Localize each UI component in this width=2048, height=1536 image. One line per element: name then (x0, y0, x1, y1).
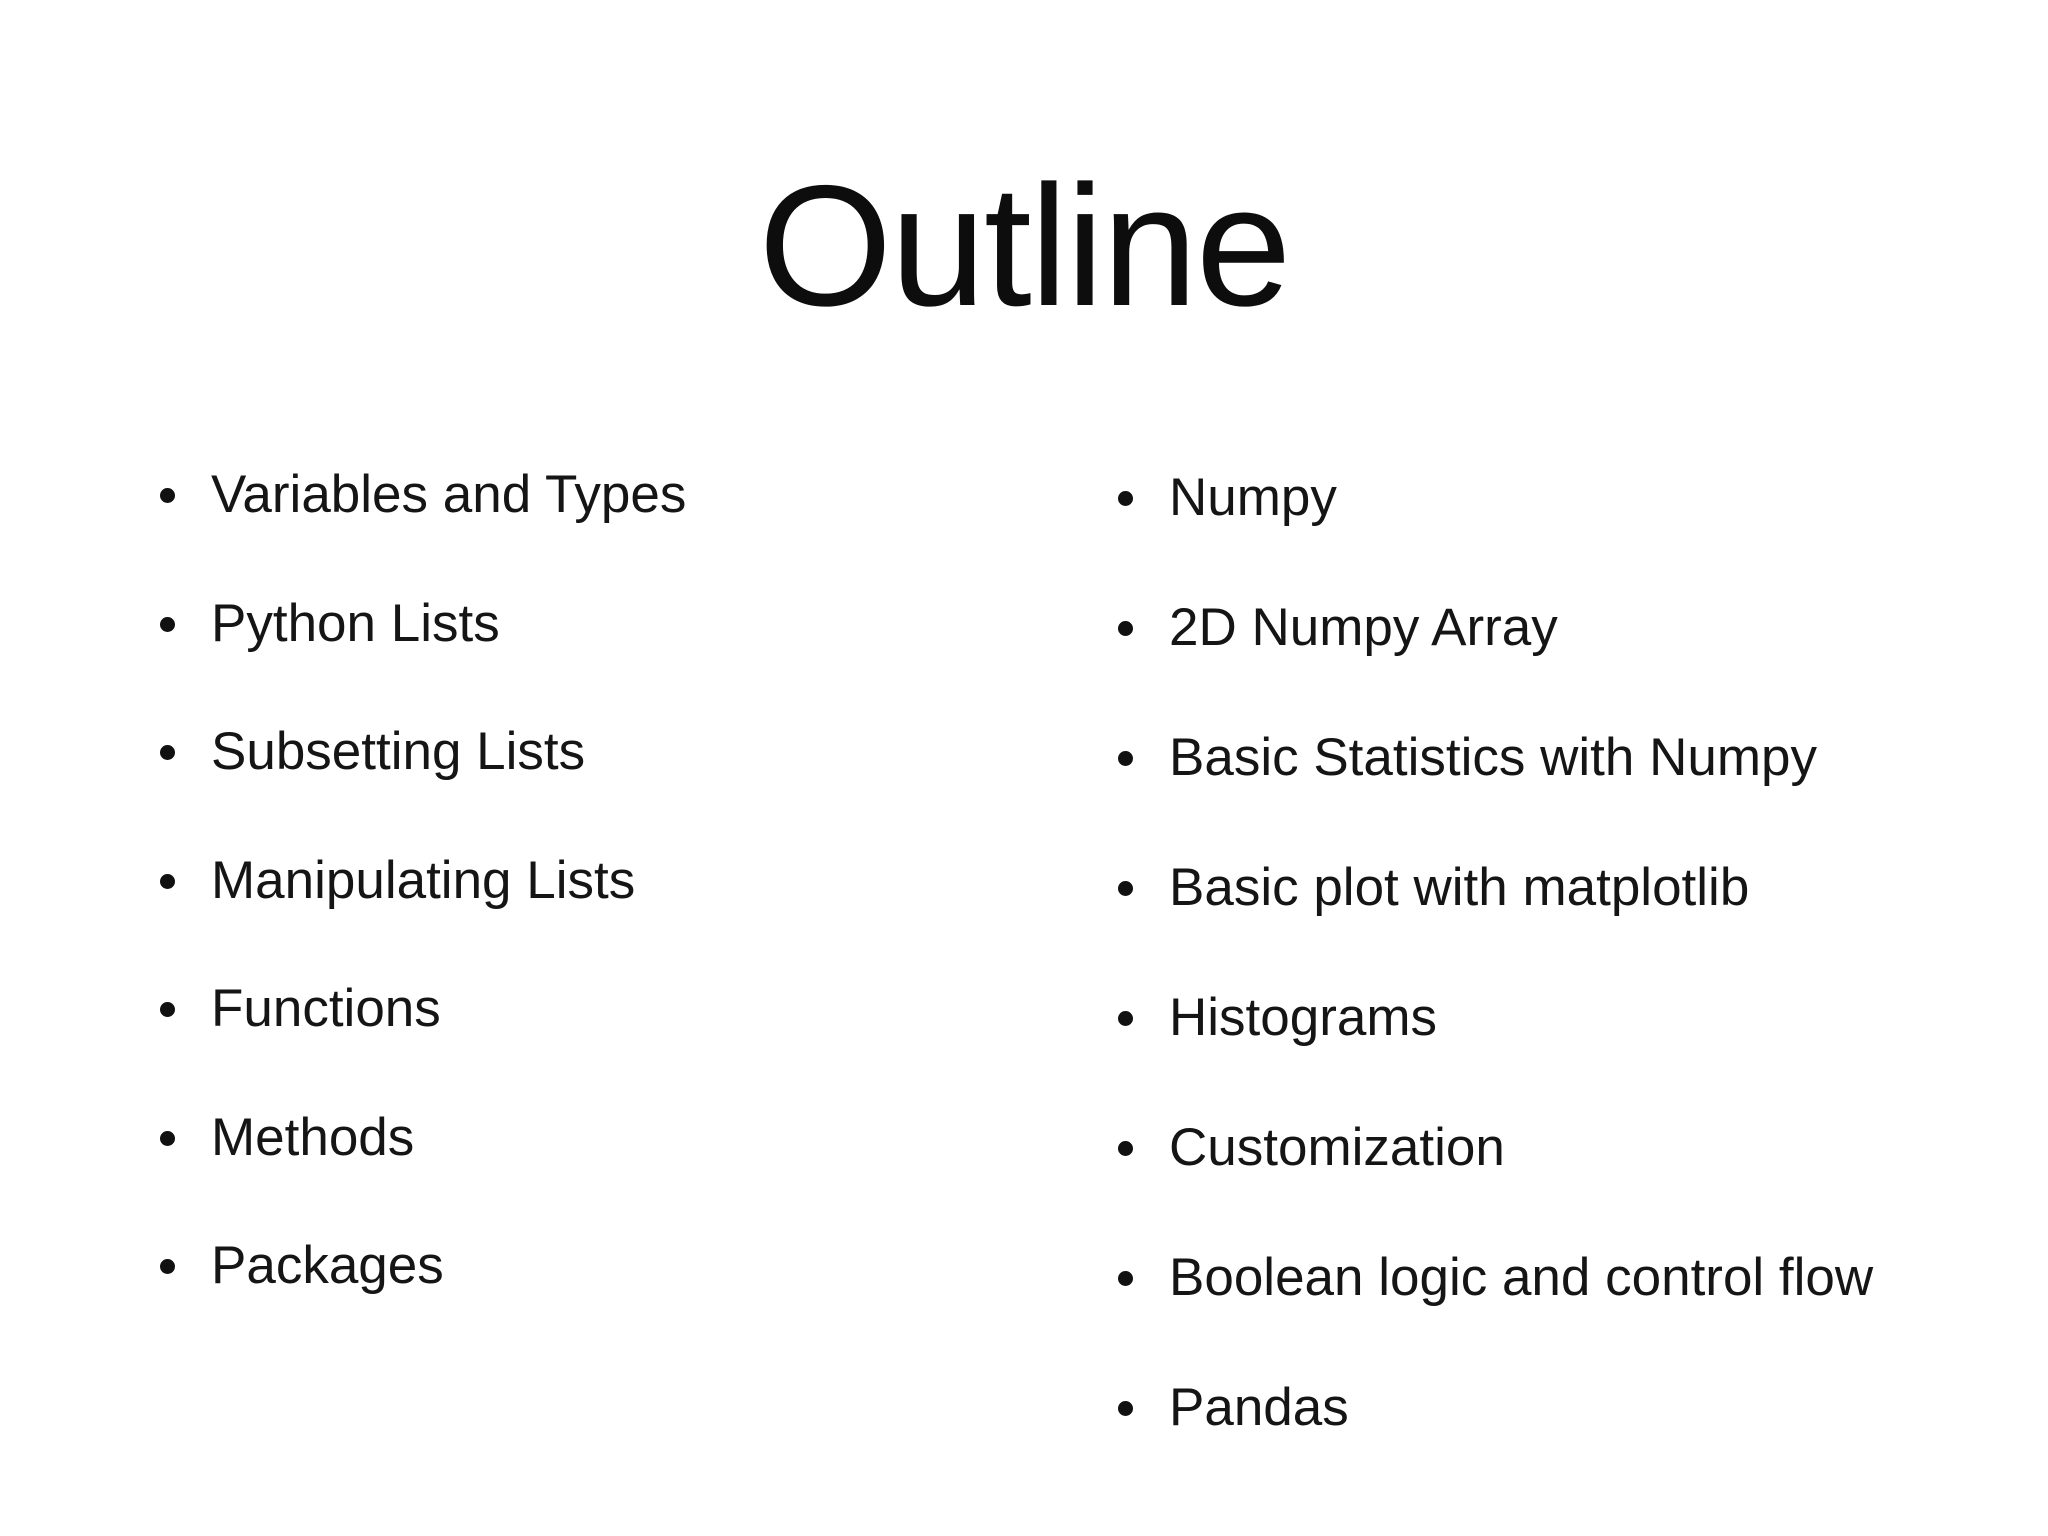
list-item-label: Customization (1169, 1118, 1505, 1177)
bullet-dot-icon (1118, 1141, 1133, 1156)
list-item-label: Python Lists (211, 593, 500, 653)
bullet-dot-icon (1118, 491, 1133, 506)
bullet-dot-icon (160, 745, 175, 760)
bullet-dot-icon (1118, 1271, 1133, 1286)
list-item-label: Basic Statistics with Numpy (1169, 728, 1817, 787)
bullet-dot-icon (160, 874, 175, 889)
bullet-dot-icon (160, 1131, 175, 1146)
bullet-dot-icon (1118, 1011, 1133, 1026)
list-item-label: Basic plot with matplotlib (1169, 858, 1750, 917)
list-item (160, 591, 1040, 720)
list-item (1118, 595, 2018, 725)
bullet-dot-icon (160, 1259, 175, 1274)
list-item (160, 462, 1040, 591)
list-item (160, 1233, 1040, 1362)
list-item (160, 719, 1040, 848)
bullet-dot-icon (1118, 1401, 1133, 1416)
list-item-label: Packages (211, 1236, 444, 1295)
list-item-label: Methods (211, 1107, 415, 1167)
bullet-dot-icon (160, 488, 175, 503)
list-item (1118, 985, 2018, 1115)
list-item-label: Histograms (1169, 988, 1438, 1047)
list-item-label: Variables and Types (211, 465, 687, 524)
list-item-label: Numpy (1169, 468, 1337, 527)
right-bullet-list (1118, 465, 2018, 1505)
list-item-label: Subsetting Lists (211, 722, 586, 781)
list-item-label: Pandas (1169, 1378, 1349, 1437)
list-item (160, 976, 1040, 1105)
list-item (1118, 465, 2018, 595)
list-item (160, 848, 1040, 977)
slide-title: Outline (758, 150, 1290, 342)
list-item-label: Manipulating Lists (211, 850, 636, 910)
list-item (1118, 855, 2018, 985)
list-item (1118, 1245, 2018, 1375)
list-item (1118, 1115, 2018, 1245)
list-item (1118, 725, 2018, 855)
bullet-dot-icon (160, 617, 175, 632)
list-item-label: 2D Numpy Array (1169, 598, 1558, 657)
bullet-dot-icon (1118, 751, 1133, 766)
list-item-label: Boolean logic and control flow (1169, 1248, 1874, 1307)
list-item (160, 1105, 1040, 1234)
bullet-dot-icon (1118, 881, 1133, 896)
left-bullet-list (160, 462, 1040, 1362)
list-item (1118, 1375, 2018, 1505)
bullet-dot-icon (160, 1002, 175, 1017)
bullet-dot-icon (1118, 621, 1133, 636)
list-item-label: Functions (211, 979, 441, 1038)
